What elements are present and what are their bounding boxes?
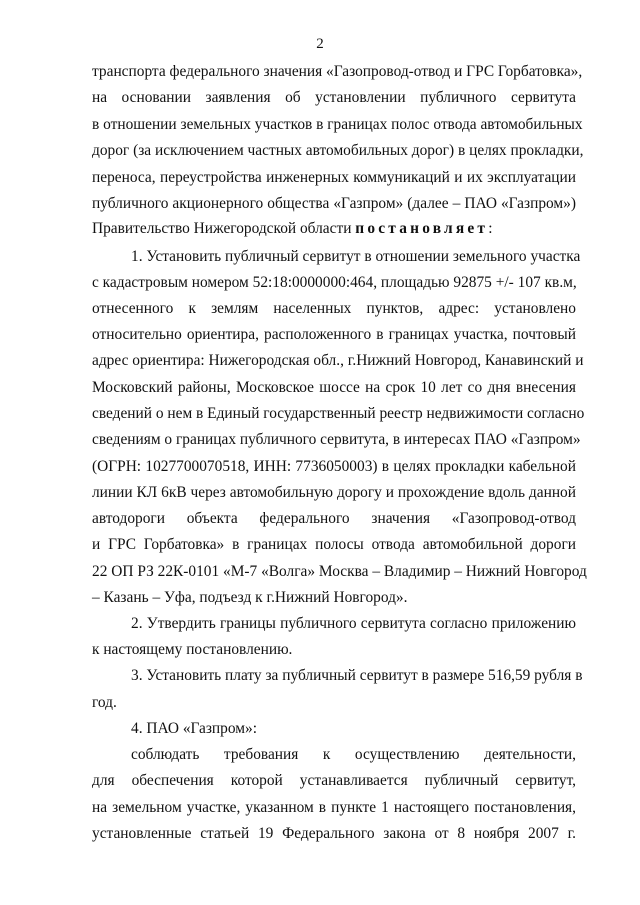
- text-line: дорог (за исключением частных автомобильных дорог) в целях прокладки,: [92, 142, 584, 159]
- text-line: 4. ПАО «Газпром»:: [131, 720, 257, 737]
- government-name: Правительство Нижегородской области: [92, 220, 352, 237]
- text-line: Московский районы, Московское шоссе на срок 10 лет со дня внесения: [92, 379, 576, 396]
- text-line: – Казань – Уфа, подъезд к г.Нижний Новгород».: [92, 589, 408, 606]
- text-line: адрес ориентира: Нижегородская обл., г.Нижний Новгород, Канавинский и: [92, 352, 584, 369]
- text-line: отнесенного к землям населенных пунктов, адрес: установлено: [92, 300, 576, 317]
- text-line: публичного акционерного общества «Газпром» (далее – ПАО «Газпром»): [92, 195, 576, 212]
- resolution-line: [92, 218, 576, 240]
- text-line: для обеспечения которой устанавливается публичный сервитут,: [92, 772, 576, 789]
- text-line: транспорта федерального значения «Газопровод-отвод и ГРС Горбатовка»,: [92, 63, 583, 80]
- text-line: переноса, переустройства инженерных коммуникаций и их эксплуатации: [92, 169, 576, 186]
- text-line: автодороги объекта федерального значения «Газопровод-отвод: [92, 510, 576, 527]
- text-line: 22 ОП РЗ 22К-0101 «М-7 «Волга» Москва – Владимир – Нижний Новгород: [92, 563, 587, 580]
- text-line: 3. Установить плату за публичный сервитут в размере 516,59 рубля в: [131, 667, 583, 684]
- text-line: на основании заявления об установлении публичного сервитута: [92, 89, 576, 106]
- text-line: к настоящему постановлению.: [92, 641, 293, 658]
- text-line: и ГРС Горбатовка» в границах полосы отвода автомобильной дороги: [92, 536, 576, 553]
- text-line: 2. Утвердить границы публичного сервитута согласно приложению: [131, 615, 576, 632]
- text-line: линии КЛ 6кВ через автомобильную дорогу и прохождение вдоль данной: [92, 484, 576, 501]
- text-line: установленные статьей 19 Федерального закона от 8 ноября 2007 г.: [92, 825, 576, 842]
- text-line: на земельном участке, указанном в пункте 1 настоящего постановления,: [92, 799, 576, 816]
- text-line: сведений о нем в Единый государственный реестр недвижимости согласно: [92, 405, 585, 422]
- text-line: (ОГРН: 1027700070518, ИНН: 7736050003) в целях прокладки кабельной: [92, 458, 576, 475]
- text-line: 1. Установить публичный сервитут в отношении земельного участка: [131, 248, 581, 265]
- text-line: в отношении земельных участков в границах полос отвода автомобильных: [92, 116, 583, 133]
- text-line: соблюдать требования к осуществлению деятельности,: [131, 746, 576, 763]
- page-number: 2: [316, 36, 324, 52]
- text-line: относительно ориентира, расположенного в границах участка, почтовый: [92, 326, 576, 343]
- text-line: сведениям о границах публичного сервитута, в интересах ПАО «Газпром»: [92, 431, 581, 448]
- resolves-word: постановляет: [355, 220, 489, 237]
- text-line: с кадастровым номером 52:18:0000000:464, площадью 92875 +/- 107 кв.м,: [92, 274, 577, 291]
- text-line: год.: [92, 694, 117, 711]
- resolves-colon: :: [488, 220, 493, 237]
